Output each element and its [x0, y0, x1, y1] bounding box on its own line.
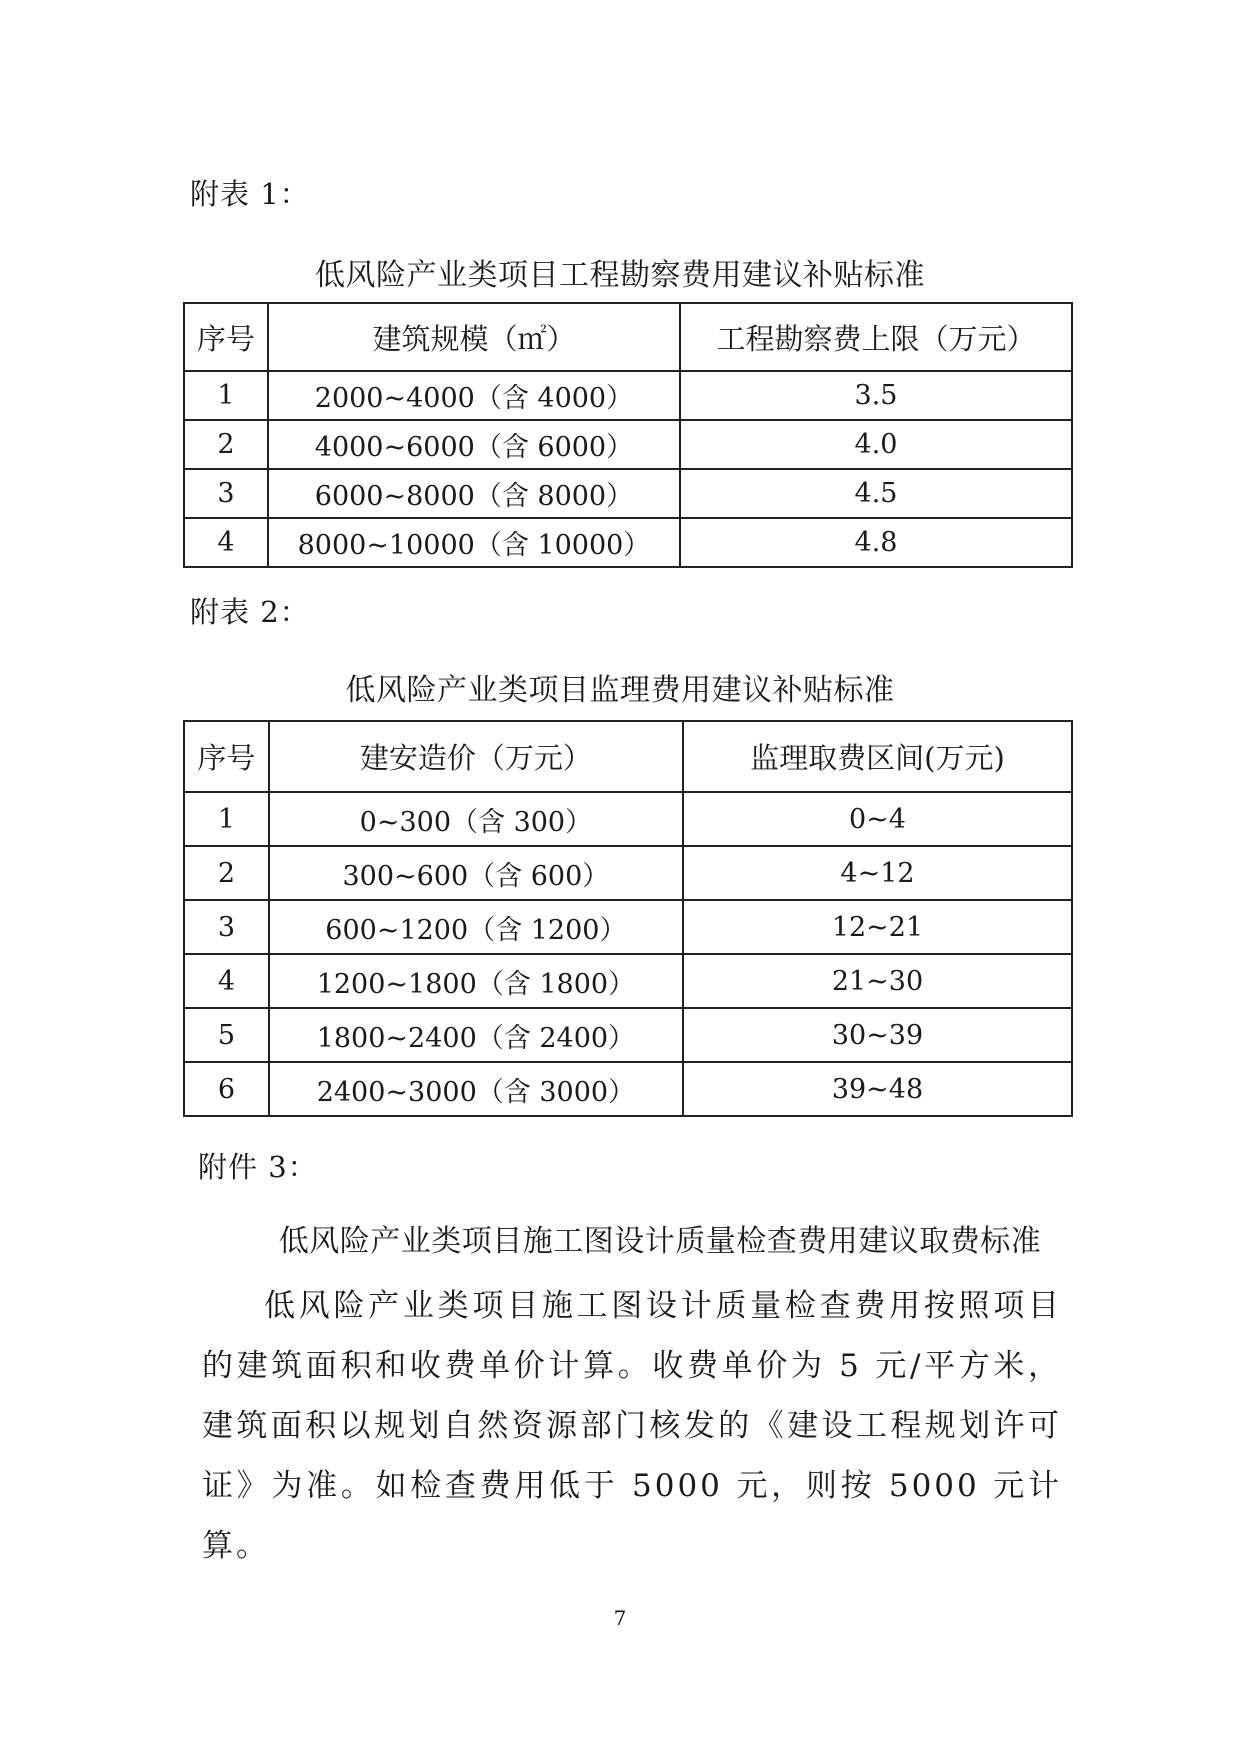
table-row	[184, 518, 1072, 567]
table-cell: 0~300（含 300）	[269, 792, 683, 846]
appendix1-title: 低风险产业类项目工程勘察费用建议补贴标准	[315, 258, 925, 293]
table-header-row	[184, 303, 1072, 371]
table-row	[184, 420, 1072, 469]
table-row	[184, 469, 1072, 518]
appendix3-title: 低风险产业类项目施工图设计质量检查费用建议取费标准	[278, 1224, 1042, 1259]
header-cell: 序号	[184, 303, 268, 371]
table-cell: 6	[184, 1062, 269, 1116]
table-cell: 39~48	[683, 1062, 1072, 1116]
appendix1-table	[183, 302, 1073, 568]
table-cell: 300~600（含 600）	[269, 846, 683, 900]
table-row	[184, 846, 1072, 900]
table-cell: 600~1200（含 1200）	[269, 900, 683, 954]
table-row	[184, 1062, 1072, 1116]
header-cell: 监理取费区间(万元)	[683, 721, 1072, 792]
appendix1-label: 附表 1：	[190, 177, 310, 211]
header-cell: 建安造价（万元）	[269, 721, 683, 792]
appendix2-table	[183, 720, 1073, 1117]
header-cell: 工程勘察费上限（万元）	[680, 303, 1072, 371]
table-cell: 0~4	[683, 792, 1072, 846]
table-cell: 8000~10000（含 10000）	[268, 518, 680, 567]
table-cell: 1	[184, 792, 269, 846]
appendix3-label: 附件 3：	[198, 1150, 318, 1184]
page-number: 7	[613, 1606, 627, 1630]
table-row	[184, 900, 1072, 954]
table-cell: 4.5	[680, 469, 1072, 518]
table-cell: 2000~4000（含 4000）	[268, 371, 680, 420]
table-cell: 6000~8000（含 8000）	[268, 469, 680, 518]
table-cell: 3.5	[680, 371, 1072, 420]
table-row	[184, 371, 1072, 420]
table-cell: 1800~2400（含 2400）	[269, 1008, 683, 1062]
header-cell: 建筑规模（㎡）	[268, 303, 680, 371]
table-cell: 2	[184, 420, 268, 469]
table-cell: 1200~1800（含 1800）	[269, 954, 683, 1008]
header-cell: 序号	[184, 721, 269, 792]
table-row	[184, 1008, 1072, 1062]
table-header-row	[184, 721, 1072, 792]
table-cell: 4.0	[680, 420, 1072, 469]
appendix3-body	[202, 1276, 1062, 1576]
table-cell: 4~12	[683, 846, 1072, 900]
table-cell: 5	[184, 1008, 269, 1062]
table-cell: 3	[184, 469, 268, 518]
table-cell: 4	[184, 518, 268, 567]
table-cell: 2400~3000（含 3000）	[269, 1062, 683, 1116]
table-cell: 12~21	[683, 900, 1072, 954]
table-row	[184, 954, 1072, 1008]
table-cell: 1	[184, 371, 268, 420]
table-cell: 30~39	[683, 1008, 1072, 1062]
table-cell: 21~30	[683, 954, 1072, 1008]
table-cell: 2	[184, 846, 269, 900]
table-row	[184, 792, 1072, 846]
appendix2-title: 低风险产业类项目监理费用建议补贴标准	[345, 673, 895, 708]
table-cell: 4.8	[680, 518, 1072, 567]
table-cell: 4	[184, 954, 269, 1008]
appendix2-label: 附表 2：	[190, 595, 310, 629]
table-cell: 4000~6000（含 6000）	[268, 420, 680, 469]
body-paragraph: 低风险产业类项目施工图设计质量检查费用按照项目的建筑面积和收费单价计算。收费单价为 5 元/平方米，建筑面积以规划自然资源部门核发的《建设工程规划许可证》为准。如检查费用低于 5000 元，则按 5000 元计算。	[202, 1288, 1062, 1564]
table-cell: 3	[184, 900, 269, 954]
